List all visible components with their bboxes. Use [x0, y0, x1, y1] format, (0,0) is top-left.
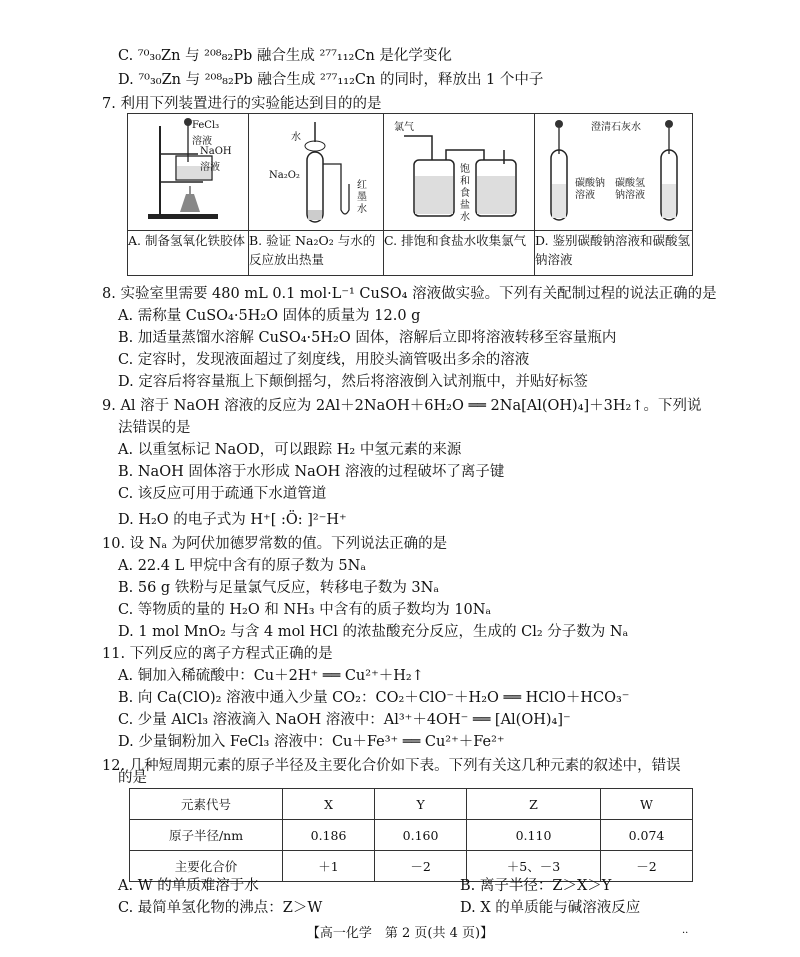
q6-option-d: D. ⁷⁰₃₀Zn 与 ²⁰⁸₈₂Pb 融合生成 ²⁷⁷₁₁₂Cn 的同时，释放出 1 个中子	[118, 72, 544, 88]
q11-option-c: C. 少量 AlCl₃ 溶液滴入 NaOH 溶液中：Al³⁺＋4OH⁻ ══ [Al(OH)₄]⁻	[118, 712, 571, 728]
table-header-cell: Y	[375, 789, 467, 820]
label-sat-1: 饱	[460, 164, 470, 175]
label-sat-2: 和	[460, 176, 470, 187]
q12-option-b: B. 离子半径：Z＞X＞Y	[460, 878, 612, 894]
q12-option-d: D. X 的单质能与碱溶液反应	[460, 900, 641, 916]
label-chlorine: 氯气	[394, 122, 414, 133]
label-salt-water: 水	[460, 212, 470, 223]
label-water-2: 水	[357, 204, 367, 215]
q12-option-a: A. W 的单质难溶于水	[118, 878, 259, 894]
q11-option-b: B. 向 Ca(ClO)₂ 溶液中通入少量 CO₂：CO₂＋ClO⁻＋H₂O ══ HClO＋HCO₃⁻	[118, 690, 630, 706]
q10-option-c: C. 等物质的量的 H₂O 和 NH₃ 中含有的质子数均为 10Nₐ	[118, 602, 492, 618]
label-na2o2: Na₂O₂	[269, 170, 300, 181]
label-solution-4: 钠溶液	[615, 190, 645, 201]
q7-option-b: B. 验证 Na₂O₂ 与水的反应放出热量	[249, 231, 384, 276]
table-cell: 主要化合价	[130, 851, 283, 882]
q7-figure-a	[128, 114, 249, 231]
q6-option-c: C. ⁷⁰₃₀Zn 与 ²⁰⁸₈₂Pb 融合生成 ²⁷⁷₁₁₂Cn 是化学变化	[118, 48, 452, 64]
q8-option-b: B. 加适量蒸馏水溶解 CuSO₄·5H₂O 固体，溶解后立即将溶液转移至容量瓶内	[118, 330, 617, 346]
page-footer: 【高一化学 第 2 页(共 4 页)】	[306, 926, 494, 941]
q12-element-table	[129, 788, 693, 882]
table-header-cell: 元素代号	[130, 789, 283, 820]
q11-stem: 11. 下列反应的离子方程式正确的是	[102, 646, 333, 662]
q7-figure-c	[384, 114, 535, 231]
q10-option-b: B. 56 g 铁粉与足量氯气反应，转移电子数为 3Nₐ	[118, 580, 439, 596]
q7-option-c: C. 排饱和食盐水收集氯气	[384, 231, 535, 276]
q7-apparatus-table	[127, 113, 693, 276]
q12-stem-1: 12. 几种短周期元素的原子半径及主要化合价如下表。下列有关这几种元素的叙述中，错误	[102, 758, 681, 774]
label-salt-1: 食	[460, 188, 470, 199]
table-cell: ＋5、－3	[467, 851, 601, 882]
corner-mark: ··	[682, 928, 689, 939]
q9-stem-1: 9. Al 溶于 NaOH 溶液的反应为 2Al＋2NaOH＋6H₂O ══ 2Na[Al(OH)₄]＋3H₂↑。下列说	[102, 398, 702, 414]
label-ink: 墨	[357, 192, 367, 203]
q10-stem: 10. 设 Nₐ 为阿伏加德罗常数的值。下列说法正确的是	[102, 536, 448, 552]
label-limewater: 澄清石灰水	[591, 122, 641, 133]
label-naoh: NaOH	[200, 146, 232, 157]
q10-option-a: A. 22.4 L 甲烷中含有的原子数为 5Nₐ	[118, 558, 366, 574]
table-cell: 0.186	[283, 820, 375, 851]
q7-figure-d	[535, 114, 693, 231]
q8-option-d: D. 定容后将容量瓶上下颠倒摇匀，然后将溶液倒入试剂瓶中，并贴好标签	[118, 374, 588, 390]
q8-stem: 8. 实验室里需要 480 mL 0.1 mol·L⁻¹ CuSO₄ 溶液做实验。下列有关配制过程的说法正确的是	[102, 286, 717, 302]
q12-option-c: C. 最简单氢化物的沸点：Z＞W	[118, 900, 323, 916]
table-cell: 0.074	[600, 820, 692, 851]
table-cell: 0.110	[467, 820, 601, 851]
q7-option-a: A. 制备氢氧化铁胶体	[128, 231, 249, 276]
table-cell: ＋1	[283, 851, 375, 882]
label-fecl3: FeCl₃	[192, 120, 220, 131]
table-cell: 原子半径/nm	[130, 820, 283, 851]
table-header-cell: Z	[467, 789, 601, 820]
q7-option-d: D. 鉴别碳酸钠溶液和碳酸氢钠溶液	[535, 231, 693, 276]
q7-stem: 7. 利用下列装置进行的实验能达到目的的是	[102, 96, 382, 112]
q8-option-a: A. 需称量 CuSO₄·5H₂O 固体的质量为 12.0 g	[118, 308, 421, 324]
label-water: 水	[291, 132, 301, 143]
q10-option-d: D. 1 mol MnO₂ 与含 4 mol HCl 的浓盐酸充分反应，生成的 Cl₂ 分子数为 Nₐ	[118, 624, 629, 640]
q7-figure-b	[249, 114, 384, 231]
table-header-cell: W	[600, 789, 692, 820]
q11-option-a: A. 铜加入稀硫酸中：Cu＋2H⁺ ══ Cu²⁺＋H₂↑	[118, 668, 424, 684]
table-header-cell: X	[283, 789, 375, 820]
label-nahco3: 碳酸氢	[615, 178, 645, 189]
table-row	[130, 820, 693, 851]
label-solution-3: 溶液	[575, 190, 595, 201]
q8-option-c: C. 定容时，发现液面超过了刻度线，用胶头滴管吸出多余的溶液	[118, 352, 530, 368]
label-red: 红	[357, 180, 367, 191]
table-cell: 0.160	[375, 820, 467, 851]
label-solution-1: 溶液	[192, 136, 212, 147]
q9-option-d: D. H₂O 的电子式为 H⁺[ :Ö: ]²⁻H⁺	[118, 512, 347, 528]
q9-option-b: B. NaOH 固体溶于水形成 NaOH 溶液的过程破坏了离子键	[118, 464, 505, 480]
q9-option-c: C. 该反应可用于疏通下水道管道	[118, 486, 327, 502]
table-cell: －2	[375, 851, 467, 882]
table-cell: －2	[600, 851, 692, 882]
fe-colloid-apparatus-figure	[128, 114, 248, 226]
label-salt-2: 盐	[460, 200, 470, 211]
q9-option-a: A. 以重氢标记 NaOD，可以跟踪 H₂ 中氢元素的来源	[118, 442, 462, 458]
q9-stem-2: 法错误的是	[118, 420, 191, 436]
table-header-row	[130, 789, 693, 820]
q11-option-d: D. 少量铜粉加入 FeCl₃ 溶液中：Cu＋Fe³⁺ ══ Cu²⁺＋Fe²⁺	[118, 734, 505, 750]
label-solution-2: 溶液	[200, 162, 220, 173]
label-na2co3: 碳酸钠	[575, 178, 605, 189]
q12-stem-2: 的是	[118, 770, 147, 786]
